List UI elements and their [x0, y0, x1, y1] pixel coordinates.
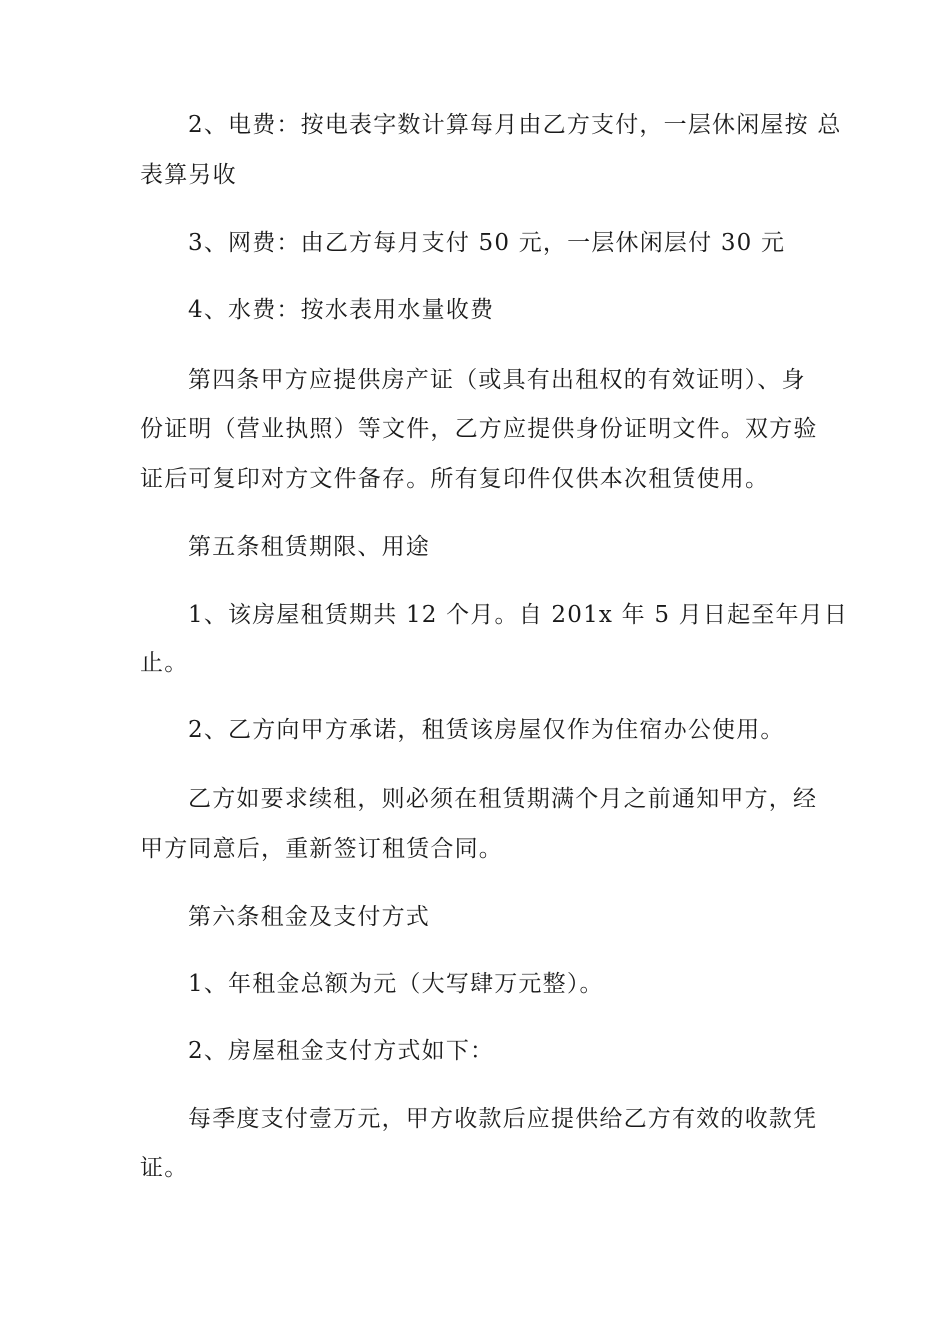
text-line: 证后可复印对方文件备存。所有复印件仅供本次租赁使用。	[140, 466, 770, 492]
text-line: 4、水费：按水表用水量收费	[188, 297, 495, 323]
text-line: 份证明（营业执照）等文件，乙方应提供身份证明文件。双方验	[140, 416, 818, 442]
text-line: 证。	[140, 1155, 189, 1181]
text-line: 1、年租金总额为元（大写肆万元整）。	[188, 971, 604, 997]
text-line: 乙方如要求续租，则必须在租赁期满个月之前通知甲方，经	[188, 786, 818, 812]
text-line: 第四条甲方应提供房产证（或具有出租权的有效证明）、身	[188, 367, 806, 393]
section-heading: 第五条租赁期限、用途	[188, 534, 430, 560]
text-line: 3、网费：由乙方每月支付 50 元，一层休闲层付 30 元	[188, 230, 786, 256]
text-line: 每季度支付壹万元，甲方收款后应提供给乙方有效的收款凭	[188, 1106, 818, 1132]
text-line: 2、乙方向甲方承诺，租赁该房屋仅作为住宿办公使用。	[188, 717, 785, 743]
text-line: 1、该房屋租赁期共 12 个月。自 201x 年 5 月日起至年月日	[188, 602, 849, 628]
text-line: 2、房屋租金支付方式如下：	[188, 1038, 495, 1064]
text-line: 甲方同意后，重新签订租赁合同。	[140, 836, 503, 862]
text-line: 2、电费：按电表字数计算每月由乙方支付，一层休闲屋按 总	[188, 112, 842, 138]
text-line: 表算另收	[140, 162, 237, 188]
section-heading: 第六条租金及支付方式	[188, 904, 430, 930]
text-line: 止。	[140, 650, 189, 676]
